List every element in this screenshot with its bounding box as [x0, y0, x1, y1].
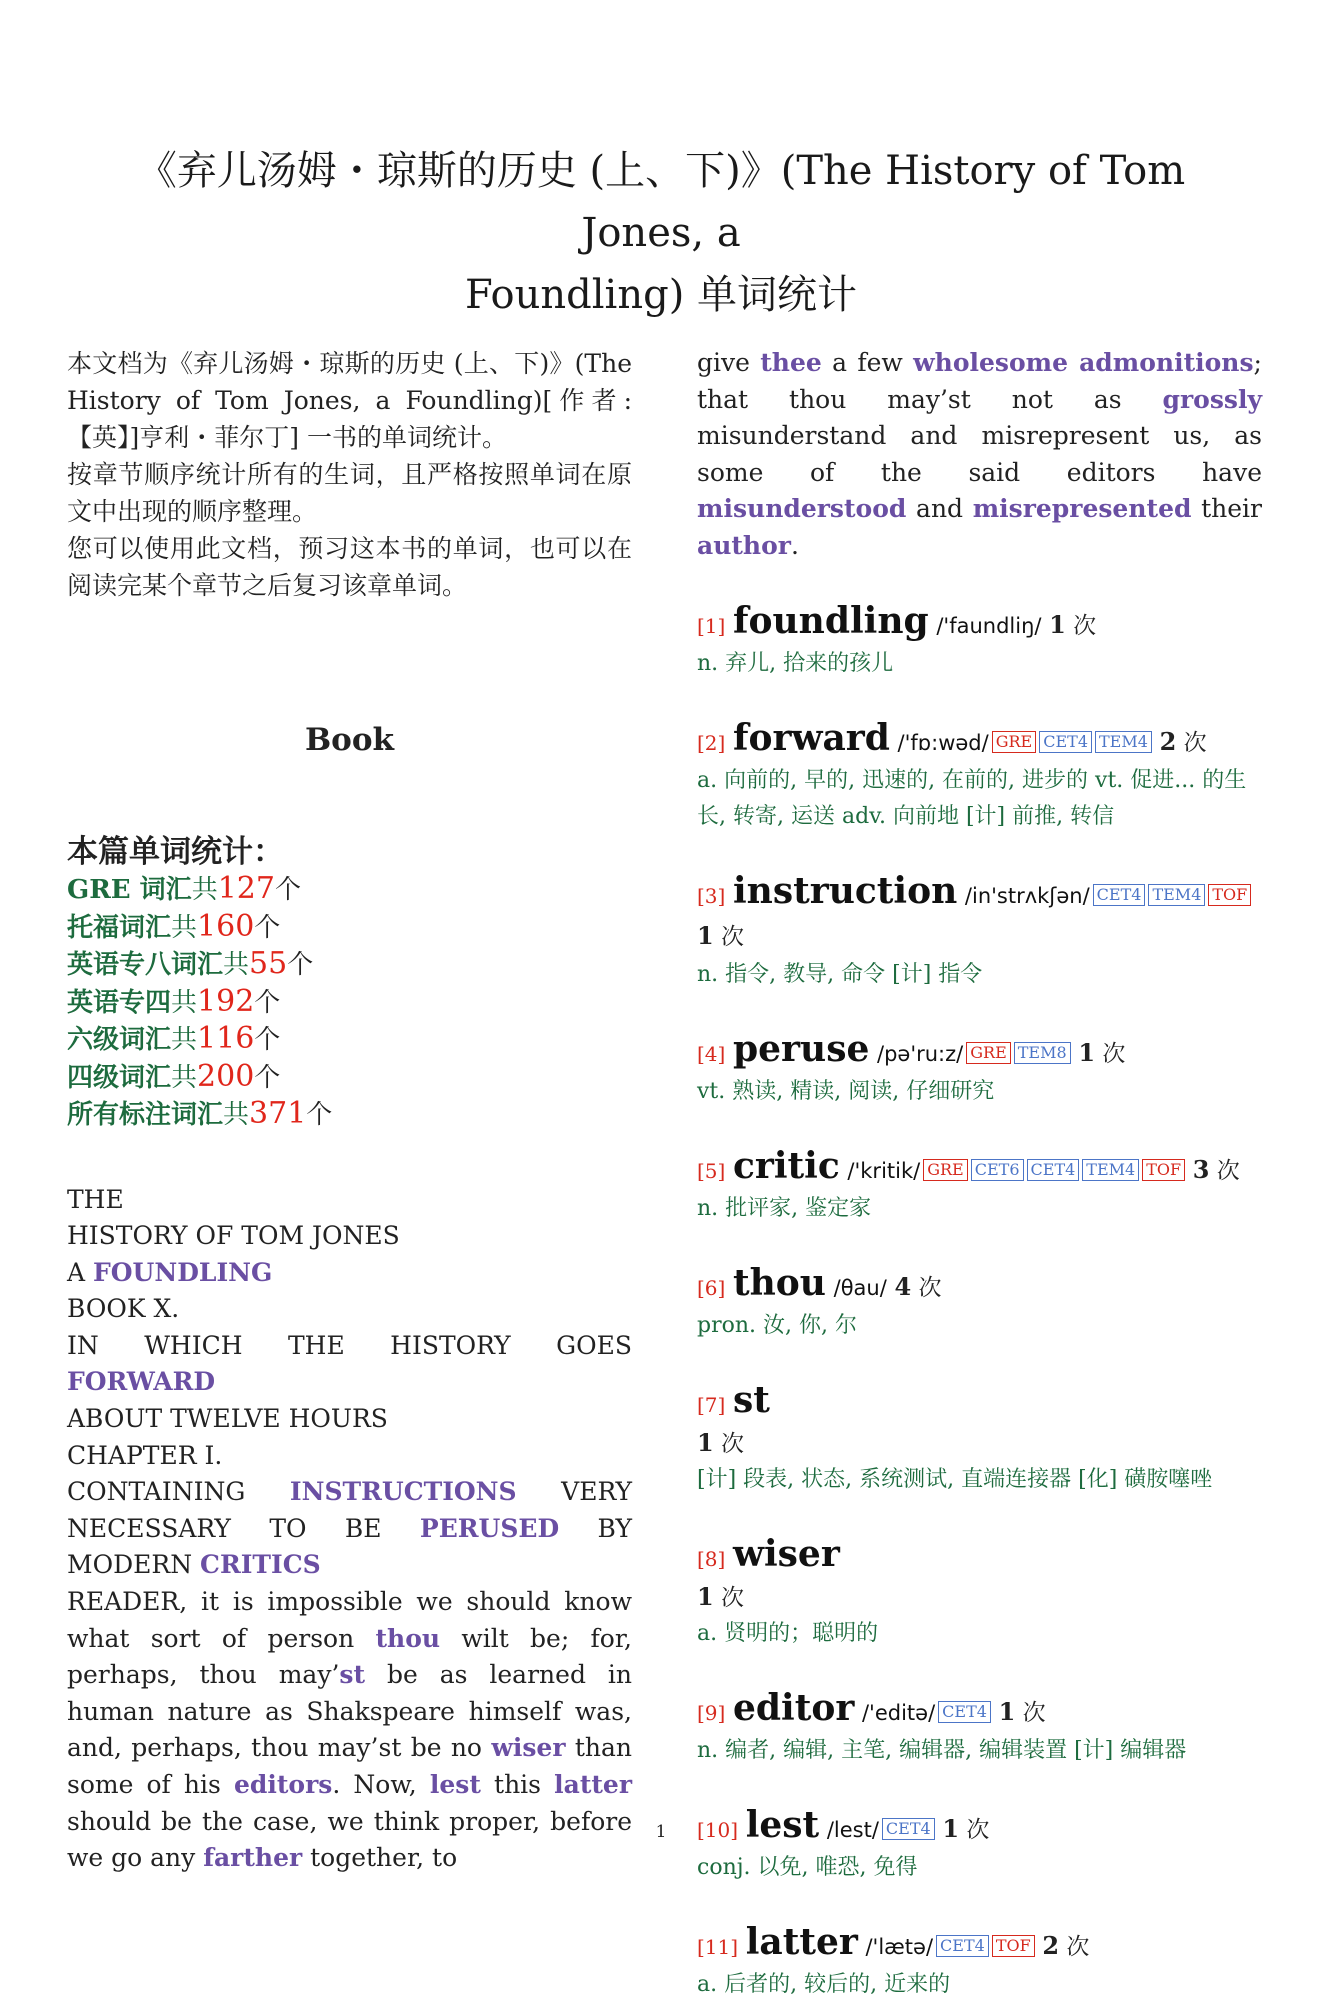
entry-index: [4] [697, 1041, 726, 1066]
stat-count: 55 [249, 946, 288, 981]
count-unit: 次 [1102, 1040, 1126, 1067]
entry-meaning: a. 后者的, 较后的, 近来的 [697, 1971, 951, 1997]
exam-tag-tem4: TEM4 [1148, 884, 1205, 906]
passage-text: together, to [302, 1843, 458, 1873]
entry-index: [3] [697, 883, 726, 908]
stat-label: 四级词汇 [67, 1062, 172, 1093]
entry-meaning: n. 弃儿, 拾来的孩儿 [697, 650, 894, 676]
vocab-entry-latter [697, 1922, 1262, 2003]
entry-phonetic: /'editə/ [861, 1700, 936, 1725]
entry-phonetic: /'fɒ:wəd/ [897, 730, 989, 755]
stat-mid: 共 [171, 1062, 198, 1093]
count-unit: 次 [1183, 729, 1207, 756]
highlighted-word: thee [760, 348, 822, 377]
vocab-entry-critic [697, 1146, 1262, 1227]
exam-tag-cet4: CET4 [938, 1701, 991, 1723]
entry-meaning: n. 指令, 教导, 命令 [计] 指令 [697, 961, 983, 987]
vocab-entry-instruction [697, 871, 1262, 993]
entry-meaning: n. 编者, 编辑, 主笔, 编辑器, 编辑装置 [计] 编辑器 [697, 1737, 1187, 1763]
entry-word: latter [745, 1920, 858, 1963]
stat-label: 英语专四 [67, 987, 172, 1018]
stat-label: GRE 词汇 [67, 875, 192, 905]
entry-word: editor [732, 1686, 855, 1729]
stat-label: 六级词汇 [67, 1025, 172, 1055]
intro-section [67, 345, 632, 604]
stat-line-toefl [67, 909, 632, 947]
passage-text: than some of his [67, 1733, 632, 1799]
highlighted-word: grossly [1162, 384, 1262, 414]
stat-mid: 共 [171, 1025, 198, 1055]
vocab-entry-wiser [697, 1534, 1262, 1652]
passage-line [67, 1328, 632, 1401]
stats-title: 本篇单词统计： [67, 834, 284, 870]
entry-meaning: a. 贤明的；聪明的 [697, 1620, 879, 1646]
entry-headline [697, 1688, 1262, 1733]
passage-text: their [1191, 494, 1262, 524]
passage-text: CONTAINING [67, 1477, 290, 1507]
passage-line: CHAPTER I. [67, 1440, 223, 1470]
stat-count: 116 [197, 1021, 255, 1056]
exam-tag-tem8: TEM8 [1014, 1042, 1071, 1064]
count-unit: 次 [1216, 1157, 1240, 1184]
book-passage [67, 1182, 632, 1877]
highlighted-word: lest [429, 1770, 481, 1799]
entry-headline [697, 871, 1262, 957]
count-unit: 次 [721, 923, 745, 950]
entry-count [1042, 1930, 1090, 1960]
entry-headline [697, 601, 1262, 646]
entry-meaning: pron. 汝, 你, 尔 [697, 1312, 857, 1338]
highlighted-word: editors [234, 1770, 333, 1799]
entry-headline [697, 1922, 1262, 1967]
stat-unit: 个 [287, 950, 314, 980]
entry-index: [5] [697, 1158, 726, 1183]
passage-text: wilt be; for, perhaps, thou may’ [67, 1623, 633, 1690]
passage-text: BY MODERN [67, 1513, 632, 1580]
entry-phonetic: /lest/ [826, 1817, 879, 1842]
highlighted-word: thou [375, 1623, 441, 1653]
entry-phonetic: /in'strʌkʃən/ [964, 883, 1090, 908]
passage-text: IN WHICH THE HISTORY GOES [67, 1330, 632, 1360]
entry-meaning: conj. 以免, 唯恐, 免得 [697, 1854, 918, 1880]
entry-phonetic: /pə'ru:z/ [877, 1041, 964, 1066]
passage-line: ABOUT TWELVE HOURS [67, 1404, 388, 1434]
count-unit: 次 [1073, 612, 1097, 639]
title-line-1: 《弃儿汤姆・琼斯的历史 (上、下)》(The History of Tom Jones, a [136, 148, 1186, 256]
entry-meaning: n. 批评家, 鉴定家 [697, 1195, 872, 1221]
entry-word: lest [745, 1803, 820, 1846]
highlighted-word: farther [203, 1843, 303, 1873]
entry-meaning: a. 向前的, 早的, 迅速的, 在前的, 进步的 vt. 促进... 的生长, 转寄, 运送 adv. 向前地 [计] 前推, 转信 [697, 767, 1247, 829]
entry-phonetic: /'lætə/ [865, 1934, 934, 1959]
exam-tag-cet6: CET6 [971, 1159, 1024, 1181]
entry-word: critic [732, 1144, 840, 1187]
entry-headline [697, 1380, 1262, 1425]
highlighted-word: author [697, 530, 791, 560]
stat-label: 所有标注词汇 [67, 1100, 224, 1130]
entry-count [1192, 1154, 1240, 1184]
passage-line: BOOK X. [67, 1294, 180, 1324]
vocabulary-list [697, 601, 1262, 2003]
highlighted-word: INSTRUCTIONS [289, 1477, 517, 1507]
passage-text: and [906, 494, 973, 524]
entry-count [1159, 726, 1207, 756]
exam-tag-cet4: CET4 [936, 1935, 989, 1957]
highlighted-word: st [339, 1660, 366, 1690]
entry-count [998, 1696, 1046, 1726]
entry-index: [7] [697, 1392, 726, 1417]
vocab-entry-lest [697, 1805, 1262, 1886]
highlighted-word: FOUNDLING [93, 1257, 273, 1287]
exam-tag-gre: GRE [966, 1042, 1011, 1064]
exam-tag-gre: GRE [923, 1159, 968, 1181]
vocab-entry-editor [697, 1688, 1262, 1769]
highlighted-word: wiser [491, 1733, 566, 1763]
stat-label: 托福词汇 [67, 912, 172, 943]
stat-line-cet6 [67, 1021, 632, 1059]
entry-count [697, 1425, 1262, 1462]
stat-count: 127 [217, 871, 275, 906]
entry-index: [9] [697, 1700, 726, 1725]
entry-headline [697, 1263, 1262, 1308]
stat-line-cet4 [67, 1059, 632, 1097]
passage-text: give [697, 348, 761, 377]
entry-meaning: vt. 熟读, 精读, 阅读, 仔细研究 [697, 1078, 995, 1104]
stat-line-gre [67, 871, 632, 909]
entry-index: [8] [697, 1546, 726, 1571]
stat-mid: 共 [223, 950, 250, 980]
vocab-entry-forward [697, 718, 1262, 835]
entry-word: st [732, 1378, 770, 1421]
title-line-2: Foundling) 单词统计 [464, 272, 858, 318]
passage-continuation [697, 345, 1262, 565]
count-number: 1 [998, 1696, 1016, 1726]
passage-text: this [480, 1770, 555, 1799]
passage-text: VERY NECESSARY TO BE [67, 1477, 633, 1543]
count-unit: 次 [721, 1584, 745, 1611]
entry-word: foundling [732, 599, 929, 642]
entry-headline [697, 718, 1262, 763]
highlighted-word: CRITICS [200, 1550, 321, 1580]
entry-index: [11] [697, 1934, 739, 1959]
entry-word: instruction [732, 869, 958, 912]
intro-paragraph: 按章节顺序统计所有的生词，且严格按照单词在原文中出现的顺序整理。 [67, 460, 632, 526]
entry-count [1049, 609, 1097, 639]
entry-index: [6] [697, 1275, 726, 1300]
count-number: 1 [697, 1427, 714, 1457]
entry-word: peruse [732, 1027, 870, 1070]
stat-unit: 个 [274, 875, 301, 905]
entry-count [697, 920, 745, 950]
vocab-entry-st [697, 1380, 1262, 1498]
entry-word: wiser [732, 1532, 840, 1575]
passage-text: A [67, 1257, 94, 1287]
count-number: 1 [1049, 609, 1066, 639]
highlighted-word: misrepresented [972, 494, 1192, 524]
stats-list [67, 871, 632, 1134]
count-unit: 次 [1022, 1699, 1046, 1726]
exam-tag-cet4: CET4 [1093, 884, 1146, 906]
count-number: 1 [697, 920, 714, 950]
count-number: 3 [1192, 1154, 1210, 1184]
exam-tag-tof: TOF [992, 1935, 1035, 1957]
exam-tag-tof: TOF [1142, 1159, 1185, 1181]
stat-mid: 共 [223, 1100, 250, 1130]
count-number: 1 [1078, 1037, 1096, 1067]
entry-headline [697, 1534, 1262, 1579]
exam-tag-cet4: CET4 [882, 1818, 935, 1840]
entry-phonetic: /'kritik/ [847, 1158, 921, 1183]
stat-unit: 个 [254, 1025, 281, 1055]
entry-phonetic: /θau/ [833, 1275, 887, 1300]
count-unit: 次 [1066, 1933, 1090, 1960]
count-unit: 次 [966, 1816, 990, 1843]
entry-count [894, 1271, 942, 1301]
stat-count: 160 [197, 908, 255, 944]
stat-mid: 共 [191, 875, 218, 905]
count-number: 4 [894, 1271, 912, 1301]
stat-unit: 个 [254, 987, 281, 1018]
entry-word: forward [732, 716, 890, 759]
entry-phonetic: /'faundliŋ/ [936, 613, 1042, 638]
exam-tag-tof: TOF [1208, 884, 1251, 906]
book-heading: Book [304, 722, 395, 758]
entry-headline [697, 1146, 1262, 1191]
stat-line-tem4 [67, 984, 632, 1022]
passage-line [67, 1255, 632, 1292]
stat-line-all [67, 1096, 632, 1134]
stat-count: 200 [197, 1058, 255, 1094]
stat-unit: 个 [254, 912, 281, 943]
highlighted-word: latter [554, 1770, 633, 1799]
exam-tag-cet4: CET4 [1039, 731, 1092, 753]
right-column [697, 345, 1262, 2003]
stat-line-tem8 [67, 946, 632, 984]
vocab-entry-peruse [697, 1029, 1262, 1110]
count-unit: 次 [918, 1274, 942, 1301]
exam-tag-gre: GRE [992, 731, 1037, 753]
stat-mid: 共 [171, 987, 198, 1018]
count-number: 2 [1159, 726, 1177, 756]
count-unit: 次 [721, 1430, 745, 1457]
chapter-heading [67, 1474, 632, 1584]
entry-count [1078, 1037, 1126, 1067]
passage-text: . Now, [332, 1770, 430, 1799]
count-number: 1 [942, 1813, 960, 1843]
passage-text: READER, it is impossible we should know what sort of person [67, 1587, 632, 1653]
entry-index: [1] [697, 613, 726, 638]
passage-line: THE [67, 1184, 124, 1214]
passage-line: HISTORY OF TOM JONES [67, 1221, 400, 1251]
count-number: 2 [1042, 1930, 1060, 1960]
passage-text: . [790, 530, 799, 560]
highlighted-word: FORWARD [67, 1367, 216, 1397]
passage-text: be as learned in human nature as Shakspeare himself was, and, perhaps, thou may’st be no [67, 1660, 632, 1763]
stat-count: 371 [249, 1096, 307, 1131]
entry-index: [10] [697, 1817, 739, 1842]
left-column [67, 345, 632, 1877]
count-number: 1 [697, 1581, 714, 1611]
passage-text: a few [821, 348, 914, 377]
stat-label: 英语专八词汇 [67, 950, 224, 980]
exam-tag-cet4: CET4 [1027, 1159, 1080, 1181]
intro-paragraph: 本文档为《弃儿汤姆・琼斯的历史 (上、下)》(The History of Tom Jones, a Foundling)[作者:【英】]亨利・菲尔丁] 一书的单词统计。 [67, 349, 632, 452]
entry-index: [2] [697, 730, 726, 755]
entry-meaning: [计] 段表, 状态, 系统测试, 直端连接器 [化] 磺胺噻唑 [697, 1466, 1213, 1492]
page-number: 1 [655, 1822, 667, 1842]
document-title [70, 140, 1252, 326]
exam-tag-tem4: TEM4 [1082, 1159, 1139, 1181]
stat-count: 192 [197, 983, 255, 1019]
entry-count [697, 1579, 1262, 1616]
entry-word: thou [732, 1261, 826, 1304]
highlighted-word: PERUSED [419, 1513, 560, 1543]
passage-text: ; that thou may’st not as [697, 348, 1262, 414]
entry-headline [697, 1029, 1262, 1074]
vocab-entry-foundling [697, 601, 1262, 682]
stat-unit: 个 [254, 1062, 281, 1093]
intro-paragraph: 您可以使用此文档，预习这本书的单词，也可以在阅读完某个章节之后复习该章单词。 [67, 534, 632, 600]
highlighted-word: wholesome admonitions [913, 348, 1254, 377]
exam-tag-tem4: TEM4 [1095, 731, 1152, 753]
stat-unit: 个 [306, 1100, 333, 1130]
passage-text: should be the case, we think proper, before we go any [67, 1806, 632, 1873]
passage-text: misunderstand and misrepresent us, as some of the said editors have [697, 421, 1262, 487]
stat-mid: 共 [171, 912, 198, 943]
vocab-entry-thou [697, 1263, 1262, 1344]
highlighted-word: misunderstood [697, 494, 907, 524]
